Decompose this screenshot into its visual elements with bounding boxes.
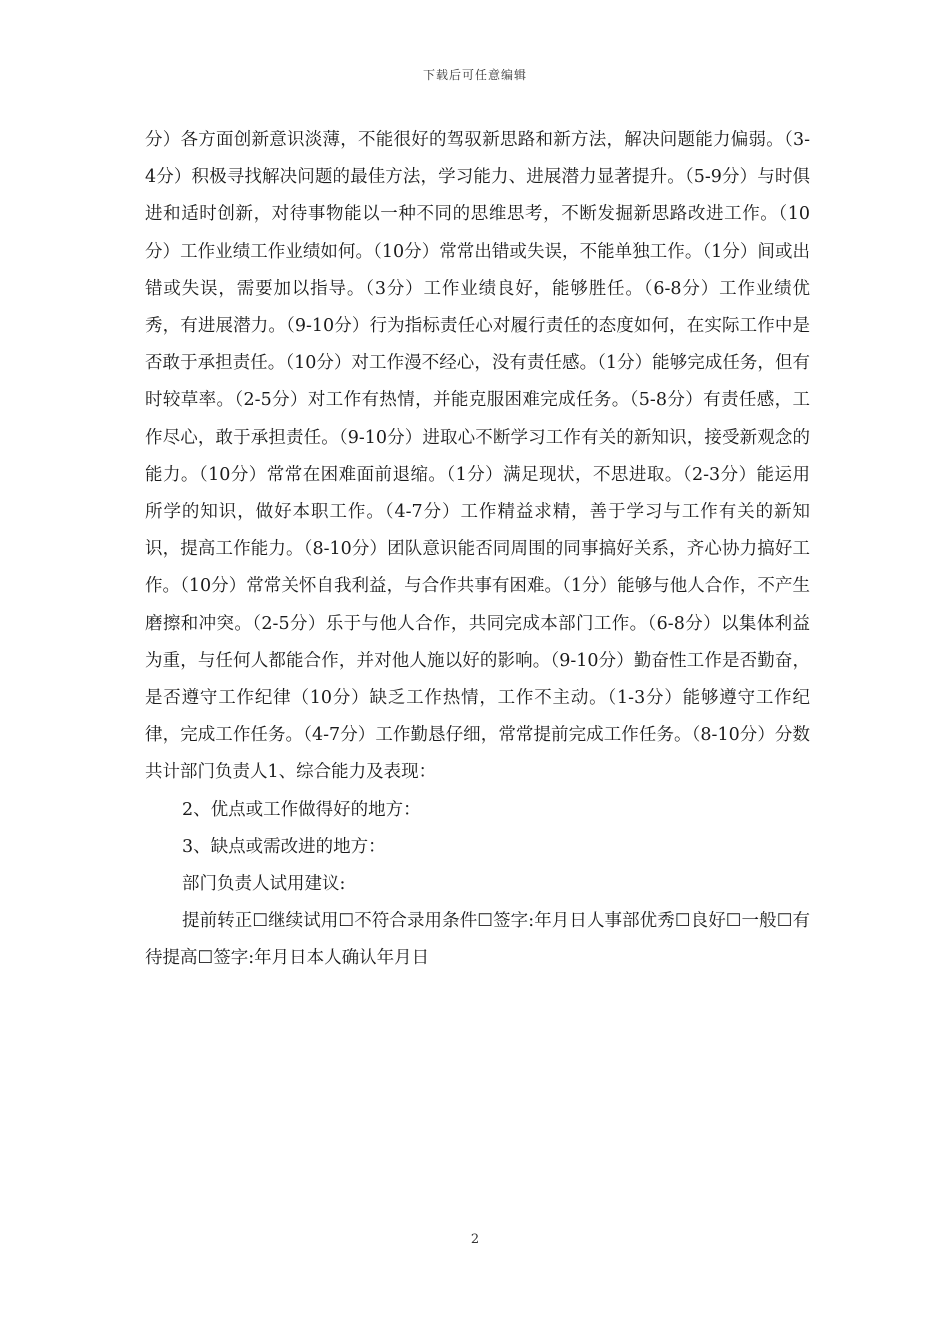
body-paragraph-strengths: 2、优点或工作做得好的地方：	[182, 799, 421, 820]
body-paragraph-weaknesses: 3、缺点或需改进的地方：	[182, 836, 386, 857]
body-paragraph-evaluation-criteria: 分）各方面创新意识淡薄，不能很好的驾驭新思路和新方法，解决问题能力偏弱。（3-4分）积极寻找解决问题的最佳方法，学习能力、进展潜力显著提升。（5-9分）与时俱进和适时创新，对待事物能以一种不同的思维思考，不断发掘新思路改进工作。（10分）工作业绩工作业绩如何。（10分）常常出错或失误，不能单独工作。（1分）间或出错或失误，需要加以指导。（3分）工作业绩良好，能够胜任。（6-8分）工作业绩优秀，有进展潜力。（9-10分）行为指标责任心对履行责任的态度如何，在实际工作中是否敢于承担责任。（10分）对工作漫不经心，没有责任感。（1分）能够完成任务，但有时较草率。（2-5分）对工作有热情，并能克服困难完成任务。（5-8分）有责任感，工作尽心，敢于承担责任。（9-10分）进取心不断学习工作有关的新知识，接受新观念的能力。（10分）常常在困难面前退缩。（1分）满足现状，不思进取。（2-3分）能运用所学的知识，做好本职工作。（4-7分）工作精益求精，善于学习与工作有关的新知识，提高工作能力。（8-10分）团队意识能否同周围的同事搞好关系，齐心协力搞好工作。（10分）常常关怀自我利益，与合作共事有困难。（1分）能够与他人合作，不产生磨擦和冲突。（2-5分）乐于与他人合作，共同完成本部门工作。（6-8分）以集体利益为重，与任何人都能合作，并对他人施以好的影响。（9-10分）勤奋性工作是否勤奋，是否遵守工作纪律（10分）缺乏工作热情，工作不主动。（1-3分）能够遵守工作纪律，完成工作任务。（4-7分）工作勤恳仔细，常常提前完成工作任务。（8-10分）分数共计部门负责人1、综合能力及表现：	[145, 130, 810, 783]
body-paragraph-signoff-options: 提前转正☐继续试用☐不符合录用条件☐签字:年月日人事部优秀☐良好☐一般☐有待提高☐签字:年月日本人确认年月日	[145, 911, 810, 969]
document-body	[145, 122, 810, 978]
page-number: 2	[470, 1232, 480, 1247]
page-header: 下载后可任意编辑	[422, 68, 527, 82]
body-paragraph-manager-suggestion: 部门负责人试用建议:	[182, 874, 346, 895]
